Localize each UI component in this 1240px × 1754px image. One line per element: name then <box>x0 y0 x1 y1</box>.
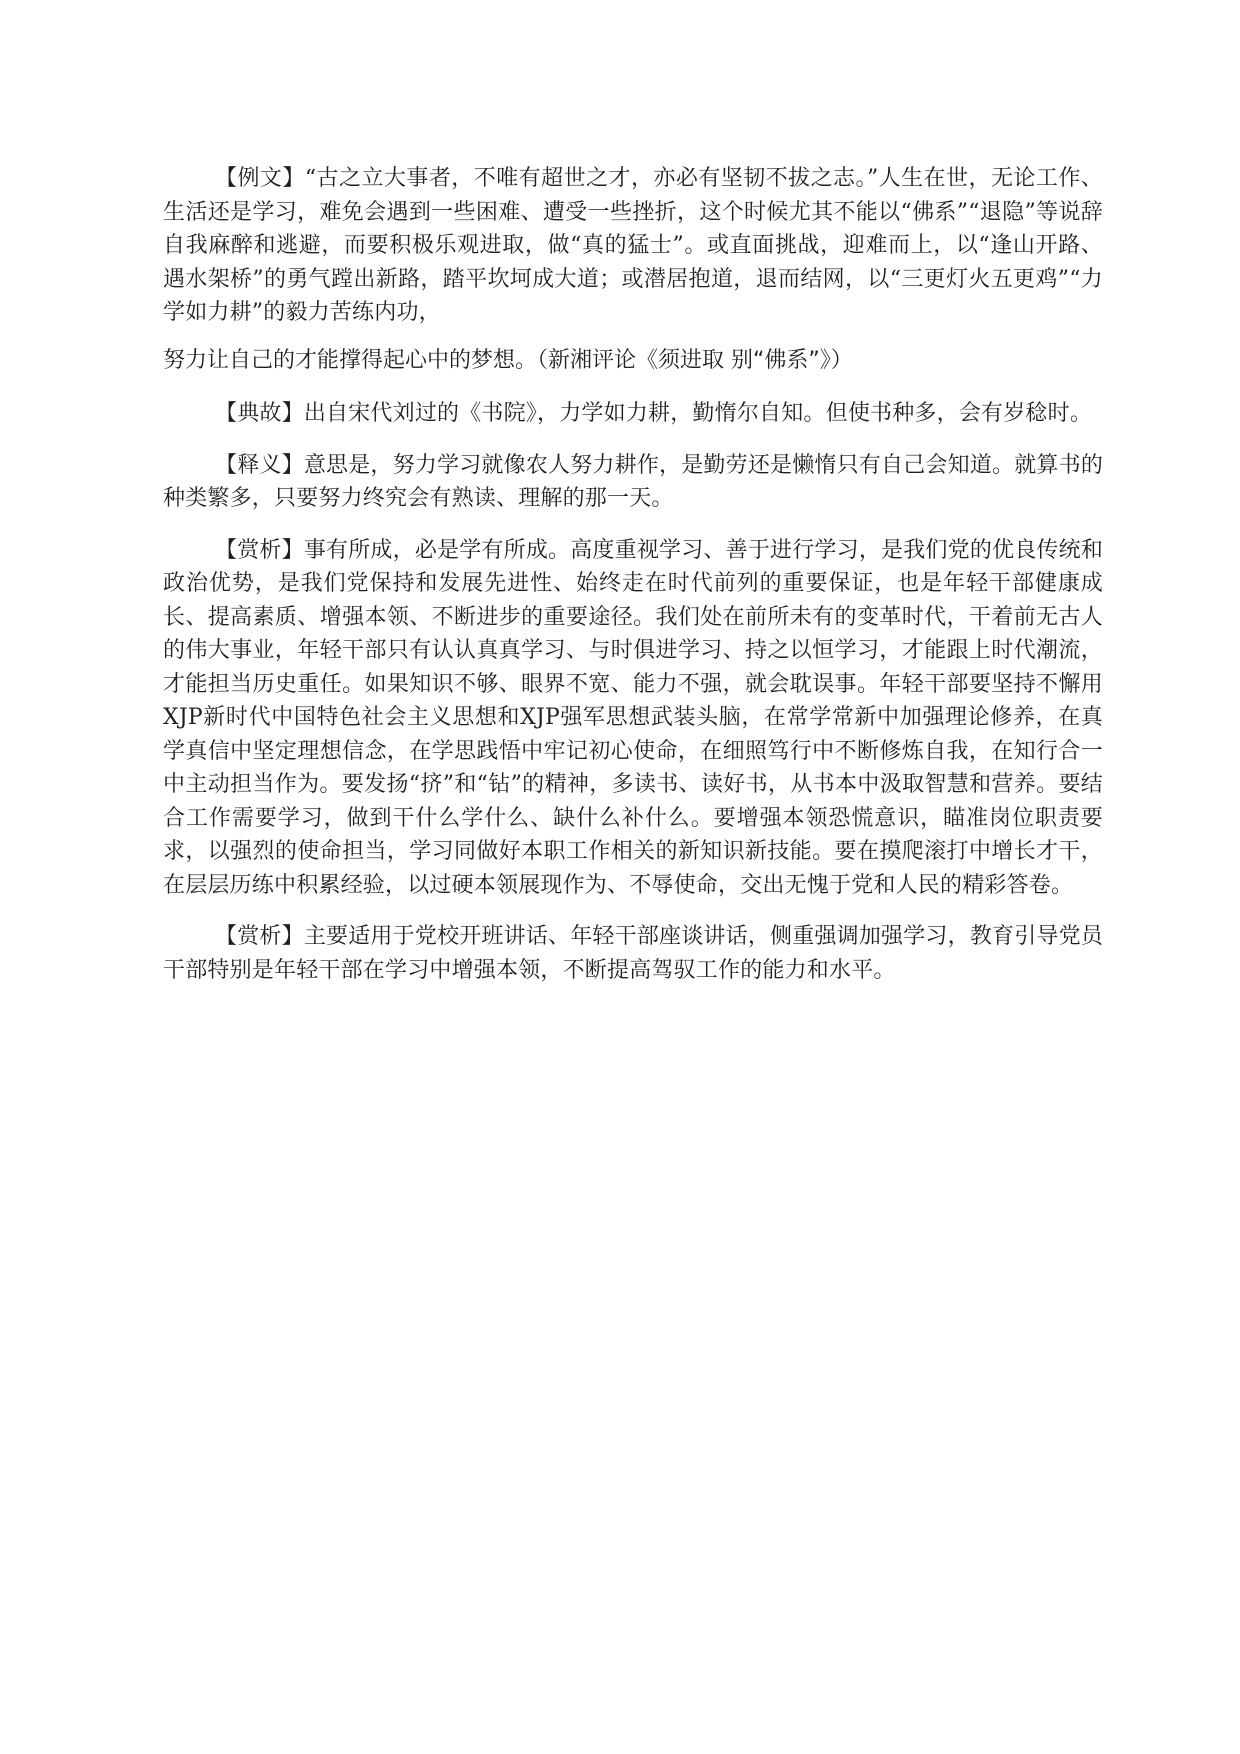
meaning-label: 【释义】 <box>215 452 304 478</box>
allusion-label: 【典故】 <box>215 401 304 426</box>
spacer <box>163 516 1103 534</box>
analysis-paragraph-1 <box>163 534 1103 903</box>
example-source: （新湘评论《须进取 别“佛系”》） <box>537 347 853 373</box>
spacer <box>163 431 1103 449</box>
document-body <box>163 162 1103 987</box>
example-tail: 努力让自己的才能撑得起心中的梦想。 <box>163 347 538 373</box>
spacer <box>163 902 1103 920</box>
analysis-paragraph-2 <box>163 920 1103 987</box>
spacer <box>163 377 1103 397</box>
example-paragraph <box>163 162 1103 330</box>
example-label: 【例文】 <box>215 166 305 191</box>
meaning-paragraph <box>163 449 1103 516</box>
analysis-label-1: 【赏析】 <box>215 537 304 563</box>
example-tail-line <box>163 344 1103 378</box>
analysis-label-2: 【赏析】 <box>215 924 304 949</box>
analysis-text-1: 事有所成，必是学有所成。高度重视学习、善于进行学习，是我们党的优良传统和政治优势，是我们党保持和发展先进性、始终走在时代前列的重要保证，也是年轻干部健康成长、提高素质、增强本领、不断进步的重要途径。我们处在前所未有的变革时代，干着前无古人的伟大事业，年轻干部只有认认真真学习、与时俱进学习、持之以恒学习，才能跟上时代潮流，才能担当历史重任。如果知识不够、眼界不宽、能力不强，就会耽误事。年轻干部要坚持不懈用XJP新时代中国特色社会主义思想和XJP强军思想武装头脑，在常学常新中加强理论修养，在真学真信中坚定理想信念，在学思践悟中牢记初心使命，在细照笃行中不断修炼自我，在知行合一中主动担当作为。要发扬“挤”和“钻”的精神，多读书、读好书，从书本中汲取智慧和营养。要结合工作需要学习，做到干什么学什么、缺什么补什么。要增强本领恐慌意识，瞄准岗位职责要求，以强烈的使命担当，学习同做好本职工作相关的新知识新技能。要在摸爬滚打中增长才干，在层层历练中积累经验，以过硬本领展现作为、不辱使命，交出无愧于党和人民的精彩答卷。 <box>163 537 1104 898</box>
meaning-text: 意思是，努力学习就像农人努力耕作，是勤劳还是懒惰只有自己会知道。就算书的种类繁多，只要努力终究会有熟读、理解的那一天。 <box>163 452 1104 511</box>
analysis-text-2: 主要适用于党校开班讲话、年轻干部座谈讲话，侧重强调加强学习，教育引导党员干部特别是年轻干部在学习中增强本领，不断提高驾驭工作的能力和水平。 <box>163 924 1104 983</box>
allusion-text: 出自宋代刘过的《书院》，力学如力耕，勤惰尔自知。但使书种多，会有岁稔时。 <box>303 401 1093 426</box>
example-text: “古之立大事者，不唯有超世之才，亦必有坚韧不拔之志。”人生在世，无论工作、生活还是学习，难免会遇到一些困难、遭受一些挫折，这个时候尤其不能以“佛系”“退隐”等说辞自我麻醉和逃避，而要积极乐观进取，做“真的猛士”。或直面挑战，迎难而上，以“逢山开路、遇水架桥”的勇气蹚出新路，踏平坎坷成大道；或潜居抱道，退而结网，以“三更灯火五更鸡”“力学如力耕”的毅力苦练内功， <box>163 166 1103 325</box>
allusion-paragraph <box>163 397 1103 431</box>
